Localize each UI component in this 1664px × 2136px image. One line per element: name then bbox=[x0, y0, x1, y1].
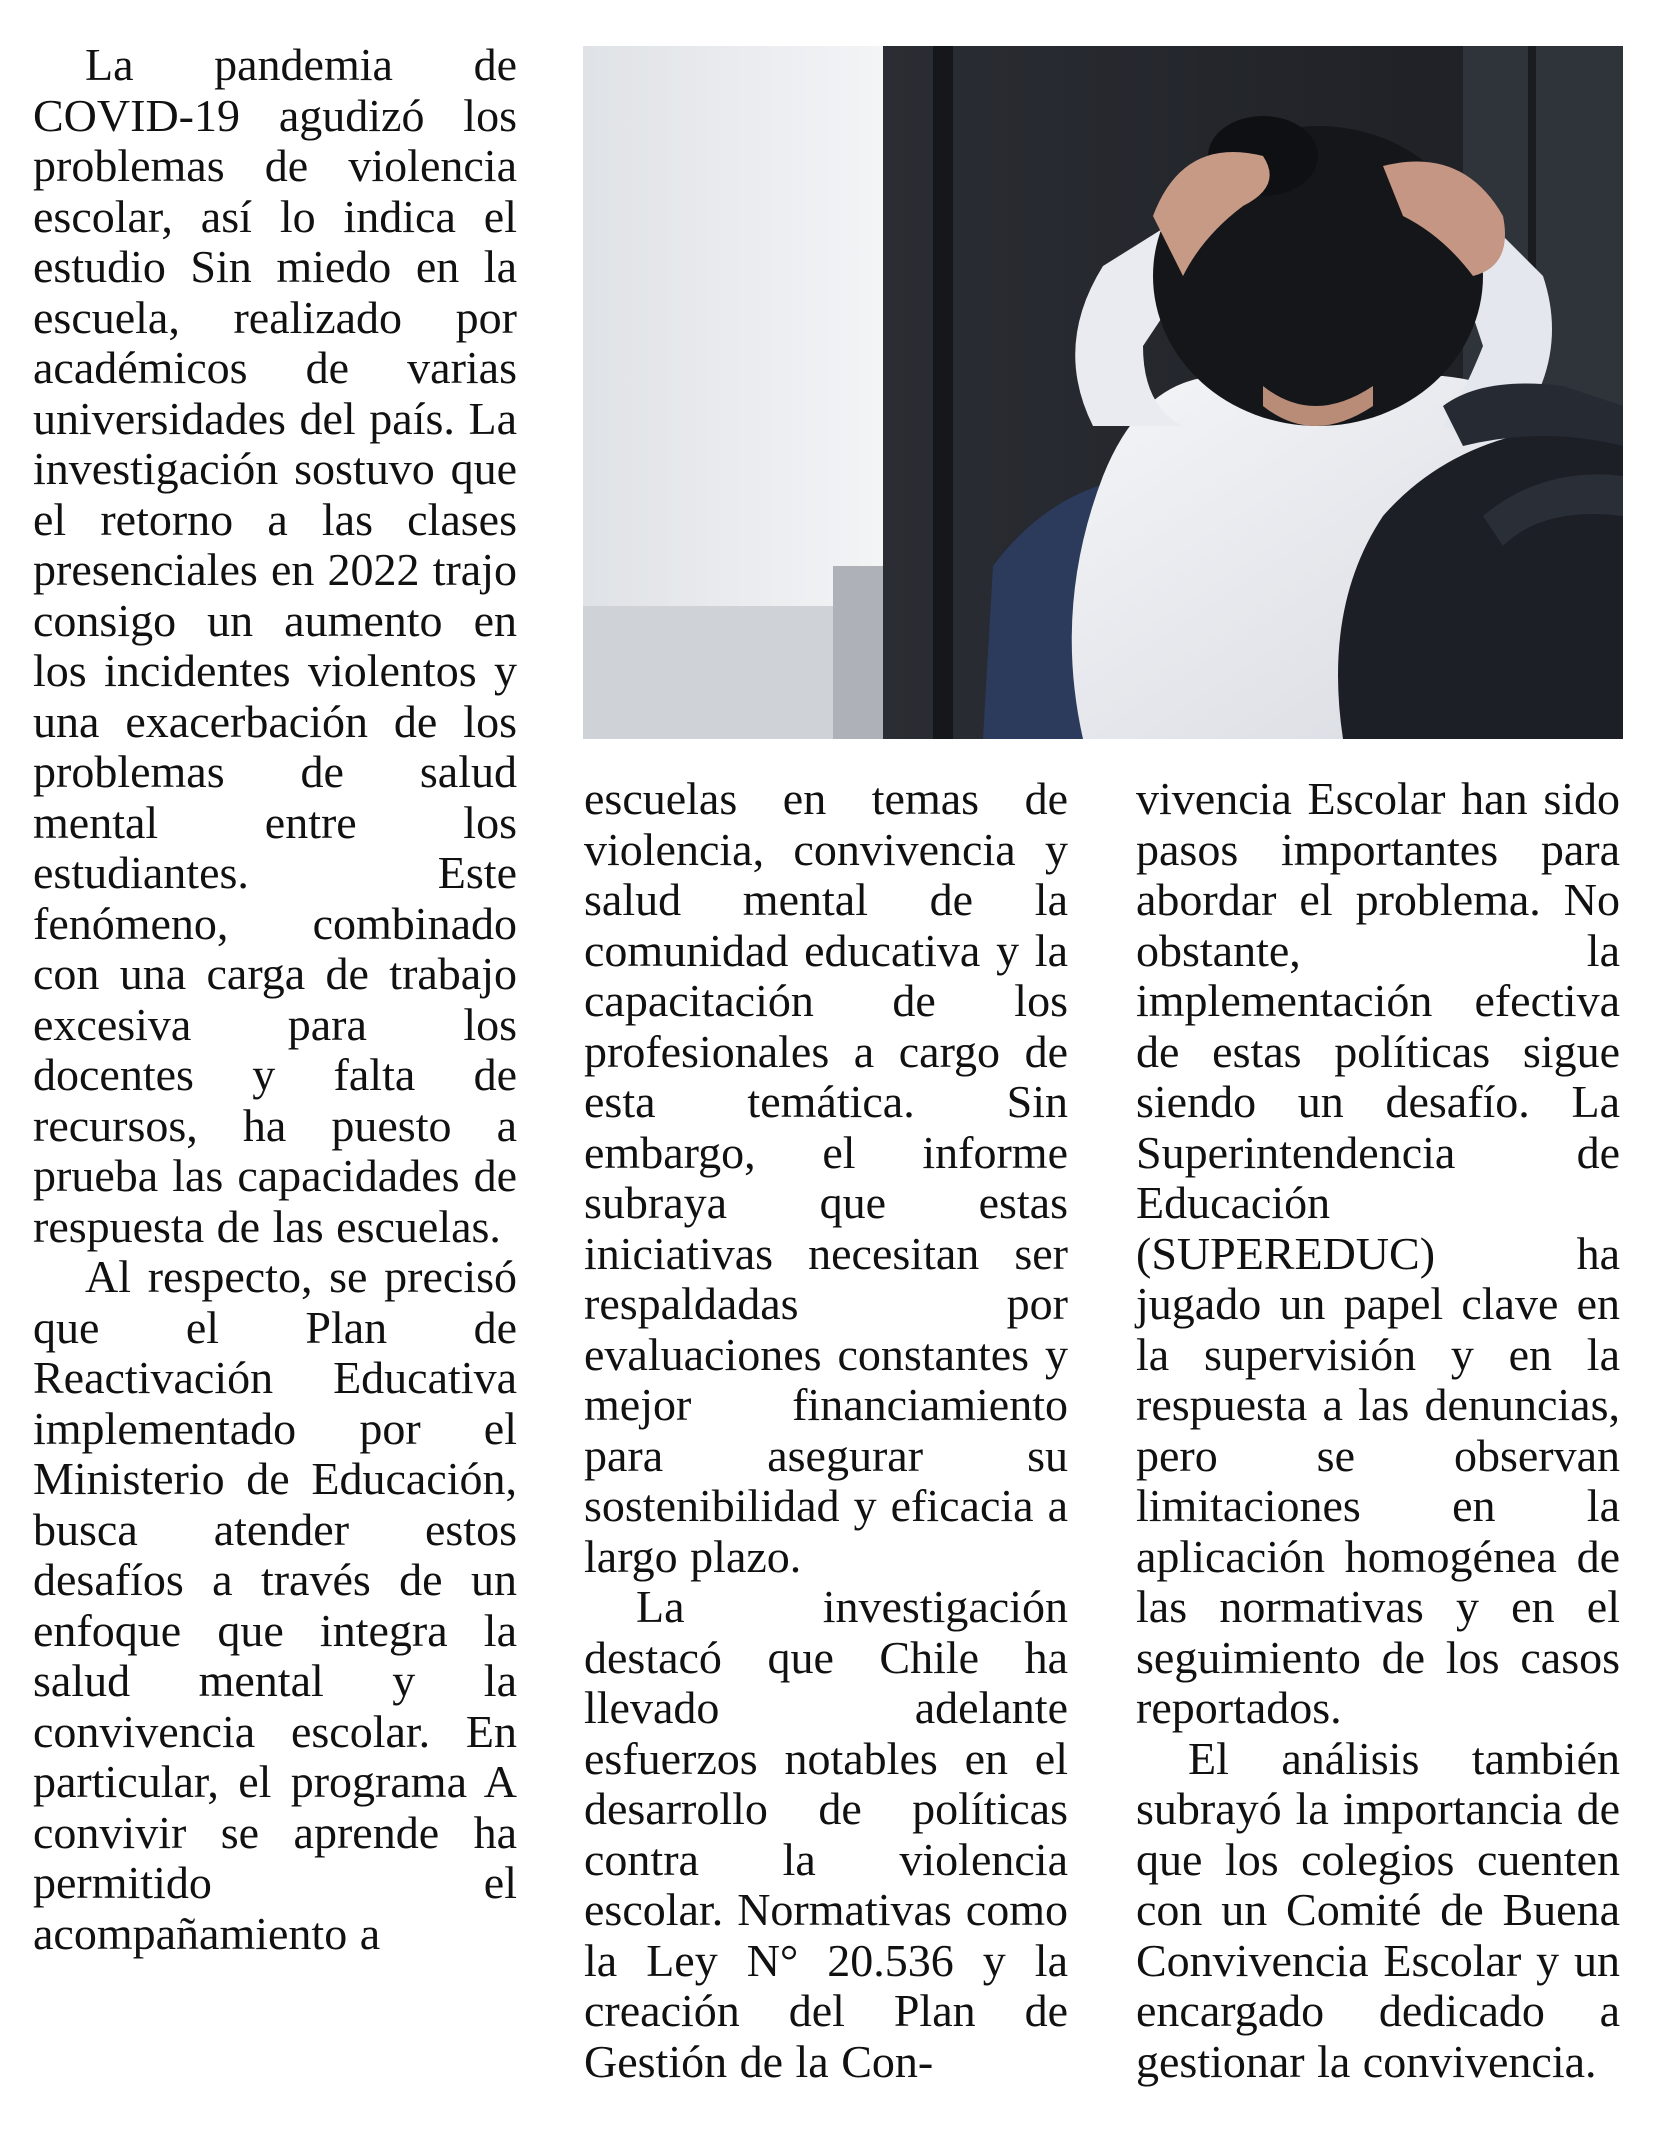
article-paragraph: El análisis también subrayó la importancia de que los colegios cuenten con un Comité de Buena Convivencia Escolar y un encargado dedicado a gestionar la convivencia. bbox=[1136, 1732, 1620, 2087]
article-paragraph: Al respecto, se precisó que el Plan de Reactivación Educativa implementado por el Ministerio de Educación, busca atender estos desafíos a través de un enfoque que integra la salud mental y la convivencia escolar. En particular, el programa A convivir se aprende ha permitido el acompañamiento a bbox=[33, 1251, 517, 1959]
article-column-2 bbox=[584, 774, 1068, 2087]
article-column-3 bbox=[1136, 774, 1620, 2087]
article-photo bbox=[583, 46, 1623, 739]
article-paragraph: vivencia Escolar han sido pasos importantes para abordar el problema. No obstante, la implementación efectiva de estas políticas sigue siendo un desafío. La Superintendencia de Educación (SUPEREDUC) ha jugado un papel clave en la supervisión y en la respuesta a las denuncias, pero se observan limitaciones en la aplicación homogénea de las normativas y en el seguimiento de los casos reportados. bbox=[1136, 773, 1620, 1733]
article-column-1 bbox=[33, 40, 517, 1959]
article-paragraph: La investigación destacó que Chile ha llevado adelante esfuerzos notables en el desarrollo de políticas contra la violencia escolar. Normativas como la Ley N° 20.536 y la creación del Plan de Gestión de la Con- bbox=[584, 1581, 1068, 2087]
article-paragraph: La pandemia de COVID-19 agudizó los problemas de violencia escolar, así lo indica el estudio Sin miedo en la escuela, realizado por académicos de varias universidades del país. La investigación sostuvo que el retorno a las clases presenciales en 2022 trajo consigo un aumento en los incidentes violentos y una exacerbación de los problemas de salud mental entre los estudiantes. Este fenómeno, combinado con una carga de trabajo excesiva para los docentes y falta de recursos, ha puesto a prueba las capacidades de respuesta de las escuelas. bbox=[33, 39, 517, 1252]
article-paragraph: escuelas en temas de violencia, convivencia y salud mental de la comunidad educativa y la capacitación de los profesionales a cargo de esta temática. Sin embargo, el informe subraya que estas iniciativas necesitan ser respaldadas por evaluaciones constantes y mejor financiamiento para asegurar su sostenibilidad y eficacia a largo plazo. bbox=[584, 773, 1068, 1582]
